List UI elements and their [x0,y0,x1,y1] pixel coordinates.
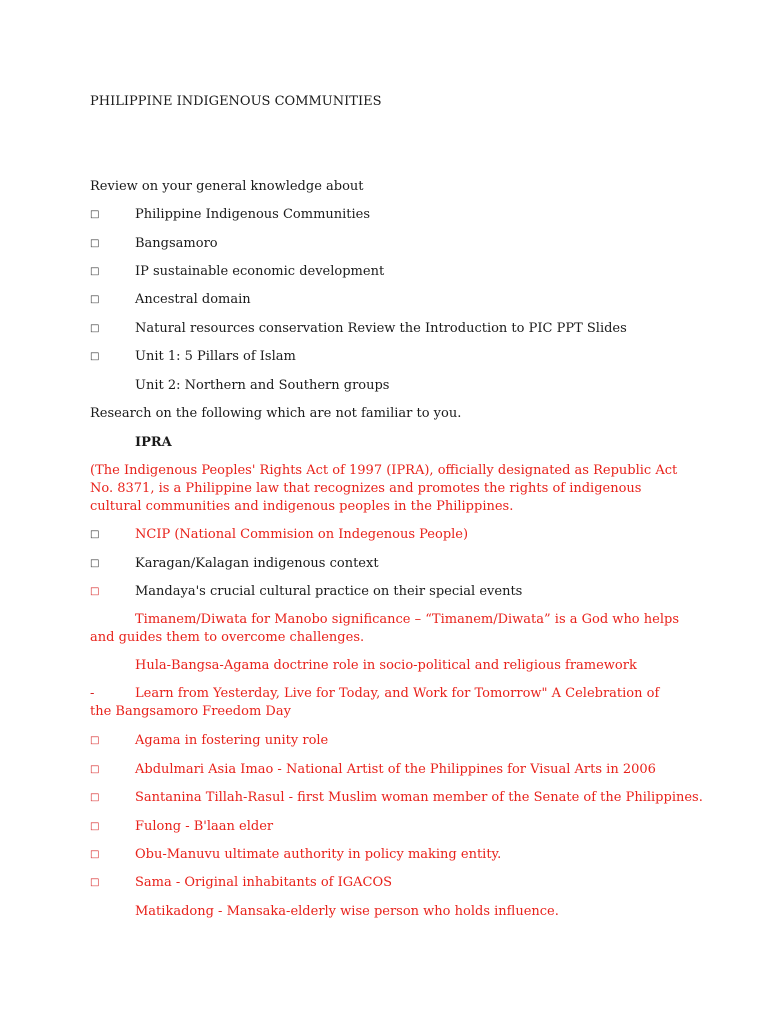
bullet-box-icon: □ [90,323,100,334]
research-item: Obu-Manuvu ultimate authority in policy making entity. [135,847,502,862]
bullet-box-icon: □ [90,294,100,305]
research-item: Fulong - B'laan elder [135,819,274,834]
dash-marker: - [90,686,95,701]
page-title: PHILIPPINE INDIGENOUS COMMUNITIES [90,94,382,109]
review-item: Unit 1: 5 Pillars of Islam [135,349,296,364]
review-item: IP sustainable economic development [135,264,385,279]
ipra-definition: (The Indigenous Peoples' Rights Act of 1997 (IPRA), officially designated as Republic Act No. 8371, is a Philippine law that recognizes and promotes the rights of indigenous cultural communities and indigenous peoples in the Philippines. [90,463,678,514]
bullet-box-icon: □ [90,351,100,362]
research-item: Matikadong - Mansaka-elderly wise person who holds influence. [135,904,559,919]
research-item: Mandaya's crucial cultural practice on their special events [135,584,523,599]
bullet-box-icon: □ [90,586,100,597]
research-item: Santanina Tillah-Rasul - first Muslim woman member of the Senate of the Philippines. [135,790,703,805]
bullet-box-icon: □ [90,529,100,540]
bullet-box-icon: □ [90,821,100,832]
research-item: Learn from Yesterday, Live for Today, and Work for Tomorrow" A Celebration of the Bangsamoro Freedom Day [90,686,660,719]
bullet-box-icon: □ [90,238,100,249]
ipra-heading: IPRA [135,435,172,450]
research-item: Sama - Original inhabitants of IGACOS [135,875,393,890]
research-item: Abdulmari Asia Imao - National Artist of the Philippines for Visual Arts in 2006 [135,762,656,777]
review-item: Philippine Indigenous Communities [135,207,371,222]
bullet-box-icon: □ [90,764,100,775]
review-item: Ancestral domain [135,292,251,307]
bullet-box-icon: □ [90,877,100,888]
bullet-box-icon: □ [90,266,100,277]
research-item: NCIP (National Commision on Indegenous People) [135,527,469,542]
review-intro: Review on your general knowledge about [90,179,364,194]
bullet-box-icon: □ [90,849,100,860]
bullet-box-icon: □ [90,558,100,569]
research-item: Timanem/Diwata for Manobo significance – “Timanem/Diwata” is a God who helps and guides them to overcome challenges. [90,612,679,645]
review-item: Bangsamoro [135,236,218,251]
review-item: Unit 2: Northern and Southern groups [135,378,390,393]
bullet-box-icon: □ [90,735,100,746]
review-item: Natural resources conservation Review the Introduction to PIC PPT Slides [135,321,627,336]
research-item: Hula-Bangsa-Agama doctrine role in socio-political and religious framework [135,658,637,673]
research-intro: Research on the following which are not familiar to you. [90,406,462,421]
research-item: Agama in fostering unity role [135,733,329,748]
bullet-box-icon: □ [90,209,100,220]
bullet-box-icon: □ [90,792,100,803]
research-item: Karagan/Kalagan indigenous context [135,556,379,571]
